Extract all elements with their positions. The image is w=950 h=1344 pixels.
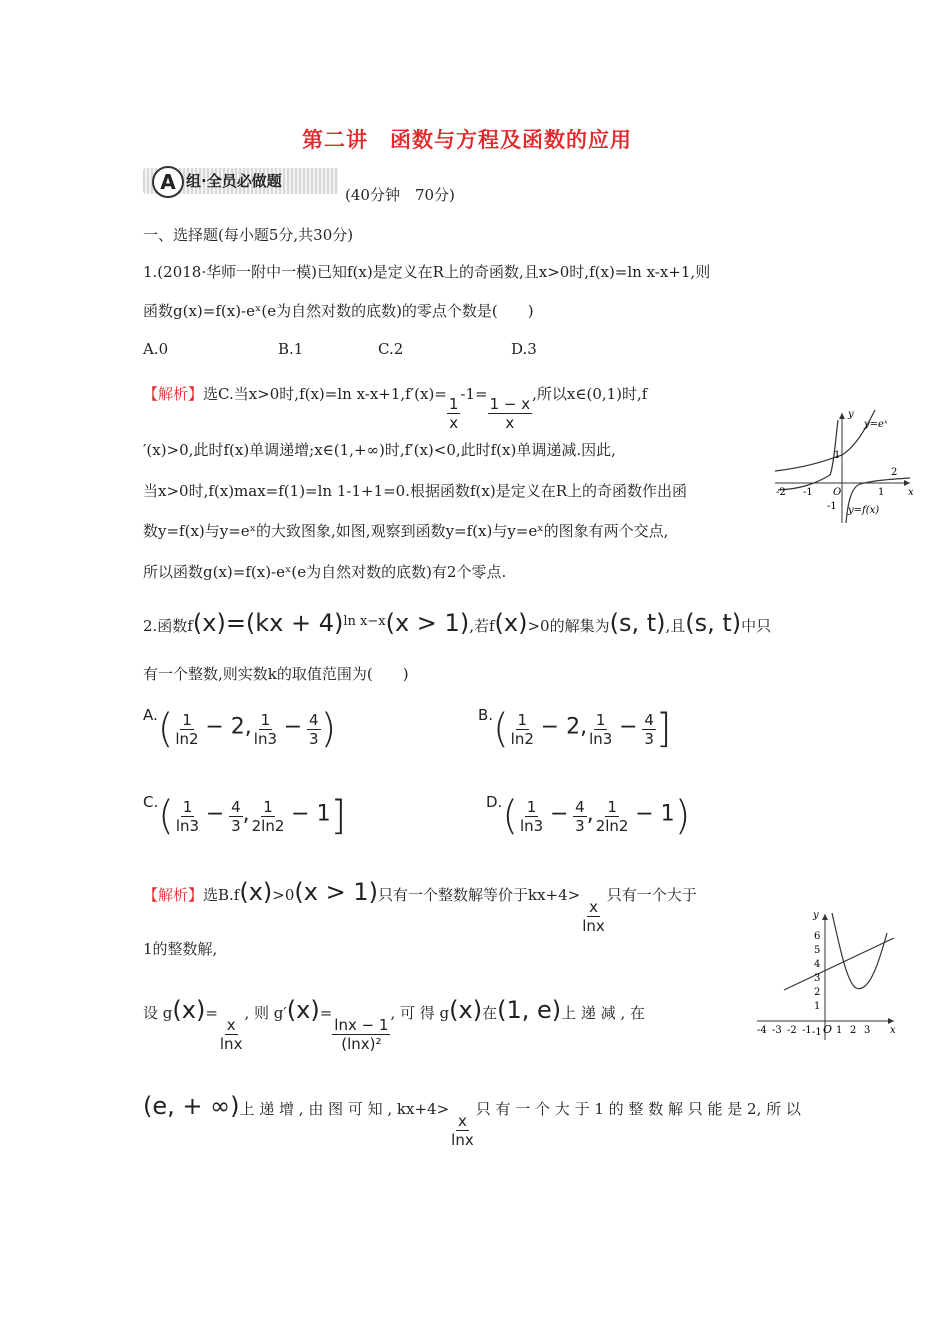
page-title: 第二讲 函数与方程及函数的应用	[302, 128, 632, 152]
badge-meta: (40分钟 70分)	[345, 186, 455, 204]
fraction: $\frac{x}{\ln x}$	[582, 898, 605, 935]
a2-line4: (e, + ∞)上 递 增 , 由 图 可 知 , kx+4> $\frac{x}{\ln x}$ 只 有 一 个 大 于 1 的 整 数 解 只 能 是 2, 所 以	[143, 1092, 801, 1149]
a1-l1b: -1=	[460, 385, 488, 403]
math: (x)	[494, 609, 528, 637]
g-curve	[832, 913, 887, 989]
tick-label: 1	[834, 450, 841, 461]
q1-line1: 1.(2018·华师一附中一模)已知f(x)是定义在R上的奇函数,且x>0时,f(x)=ln x-x+1,则	[143, 263, 711, 281]
q2-l1f: ,若f	[469, 617, 495, 635]
q2-l1j: ,且	[665, 617, 686, 635]
exp-label: y=eˣ	[864, 419, 888, 430]
a1-line4: 数y=f(x)与y=eˣ的大致图象,如图,观察到函数y=f(x)与y=eˣ的图象有两个交点,	[143, 522, 669, 540]
f-curve-right	[846, 478, 910, 523]
q1-option-b: B.1	[278, 340, 304, 358]
svg-text:-1: -1	[812, 1027, 822, 1038]
svg-text:O: O	[823, 1023, 833, 1036]
svg-text:1: 1	[814, 1001, 821, 1012]
svg-text:4: 4	[814, 959, 821, 970]
svg-text:-1: -1	[802, 1025, 812, 1036]
a1-tag: 【解析】	[143, 385, 204, 403]
svg-text:-3: -3	[772, 1025, 782, 1036]
exponent: ln x−x	[343, 614, 386, 629]
section-heading: 一、选择题(每小题5分,共30分)	[143, 226, 354, 244]
a2-l1g: 只有一个大于	[606, 886, 697, 904]
a2-line3: 设 g(x)= $\frac{x}{\ln x}$ , 则 g′(x)= $\frac{\ln x - 1}{\text{(lnx)²}}$ , 可 得 g(x)在(1, e)上 递 减 , 在	[143, 996, 645, 1053]
q2-option-c: C.( $\frac{1}{\ln 3}$ − $\frac{4}{3}$ , $\frac{1}{2\ln 2}$ − 1]	[143, 793, 347, 839]
svg-text:3: 3	[864, 1025, 871, 1036]
q2-l1h: >0的解集为	[527, 617, 610, 635]
f-curve-left	[778, 420, 841, 490]
a2-line2: 1的整数解,	[143, 940, 218, 958]
tick-label: -1	[827, 501, 837, 512]
math: =(kx + 4)	[225, 609, 344, 637]
a1-line5: 所以函数g(x)=f(x)-eˣ(e为自然对数的底数)有2个零点.	[143, 563, 507, 581]
q1-option-d: D.3	[511, 340, 537, 358]
q2-line2: 有一个整数,则实数k的取值范围为( )	[143, 665, 409, 683]
q1-option-c: C.2	[378, 340, 404, 358]
math: (x > 1)	[294, 878, 378, 906]
tick-label: -2	[776, 487, 786, 498]
tick-label: 2	[891, 467, 898, 478]
a2-l1c: >0	[272, 886, 295, 904]
q2-option-b: B.( $\frac{1}{\ln 2}$ − 2, $\frac{1}{\ln 3}$ − $\frac{4}{3}$ ]	[478, 706, 672, 752]
exp-curve	[775, 410, 875, 471]
a2-line1	[143, 872, 697, 935]
a1-line3: 当x>0时,f(x)max=f(1)=ln 1-1+1=0.根据函数f(x)是定义在R上的奇函数作出函	[143, 482, 688, 500]
q2-l1l: 中只	[741, 617, 772, 635]
q2-option-d: D.( $\frac{1}{\ln 3}$ − $\frac{4}{3}$ , $\frac{1}{2\ln 2}$ − 1)	[486, 793, 691, 839]
x-label: x	[908, 487, 914, 498]
a2-l1e: 只有一个整数解等价于kx+4>	[378, 886, 581, 904]
svg-text:-2: -2	[787, 1025, 797, 1036]
a1-l1c: ,所以x∈(0,1)时,f	[532, 385, 648, 403]
svg-text:y: y	[813, 910, 819, 921]
q2-option-a: A.( $\frac{1}{\ln 2}$ − 2, $\frac{1}{\ln 3}$ − $\frac{4}{3}$ )	[143, 706, 337, 752]
a1-l1a: 选C.当x>0时,f(x)=ln x-x+1,f′(x)=	[203, 385, 447, 403]
math: (x)	[239, 878, 273, 906]
a1-line1	[143, 384, 647, 432]
math: (x)	[192, 609, 226, 637]
a1-line2: ′(x)>0,此时f(x)单调递增;x∈(1,+∞)时,f′(x)<0,此时f(x)单调递减.因此,	[143, 441, 616, 459]
tick-label: 1	[878, 487, 885, 498]
a2-l1a: 选B.f	[203, 886, 240, 904]
graph1-figure	[770, 405, 920, 525]
tick-label: -1	[803, 487, 813, 498]
svg-text:6: 6	[814, 931, 821, 942]
badge-text: 组·全员必做题	[186, 172, 282, 190]
svg-text:-4: -4	[757, 1025, 767, 1036]
svg-text:x: x	[890, 1025, 896, 1036]
math: (s, t)	[609, 609, 666, 637]
svg-text:3: 3	[814, 973, 821, 984]
q2-l1a: 2.函数f	[143, 617, 193, 635]
fraction: $\frac{1}{x}$	[448, 395, 459, 432]
q1-line2: 函数g(x)=f(x)-eˣ(e为自然对数的底数)的零点个数是( )	[143, 302, 534, 320]
math: (x > 1)	[385, 609, 470, 637]
svg-text:2: 2	[850, 1025, 857, 1036]
q2-line1	[143, 600, 771, 648]
graph2-figure	[752, 908, 902, 1048]
svg-text:1: 1	[836, 1025, 843, 1036]
svg-text:2: 2	[814, 987, 821, 998]
math: (s, t)	[685, 609, 742, 637]
origin-label: O	[833, 487, 842, 498]
fraction: $\frac{1 - x}{x}$	[489, 395, 531, 432]
badge-letter: A	[152, 166, 184, 198]
q1-option-a: A.0	[143, 340, 169, 358]
a2-tag: 【解析】	[143, 886, 204, 904]
y-label: y	[848, 409, 854, 420]
f-label: y=f(x)	[848, 505, 880, 516]
svg-text:5: 5	[814, 945, 821, 956]
